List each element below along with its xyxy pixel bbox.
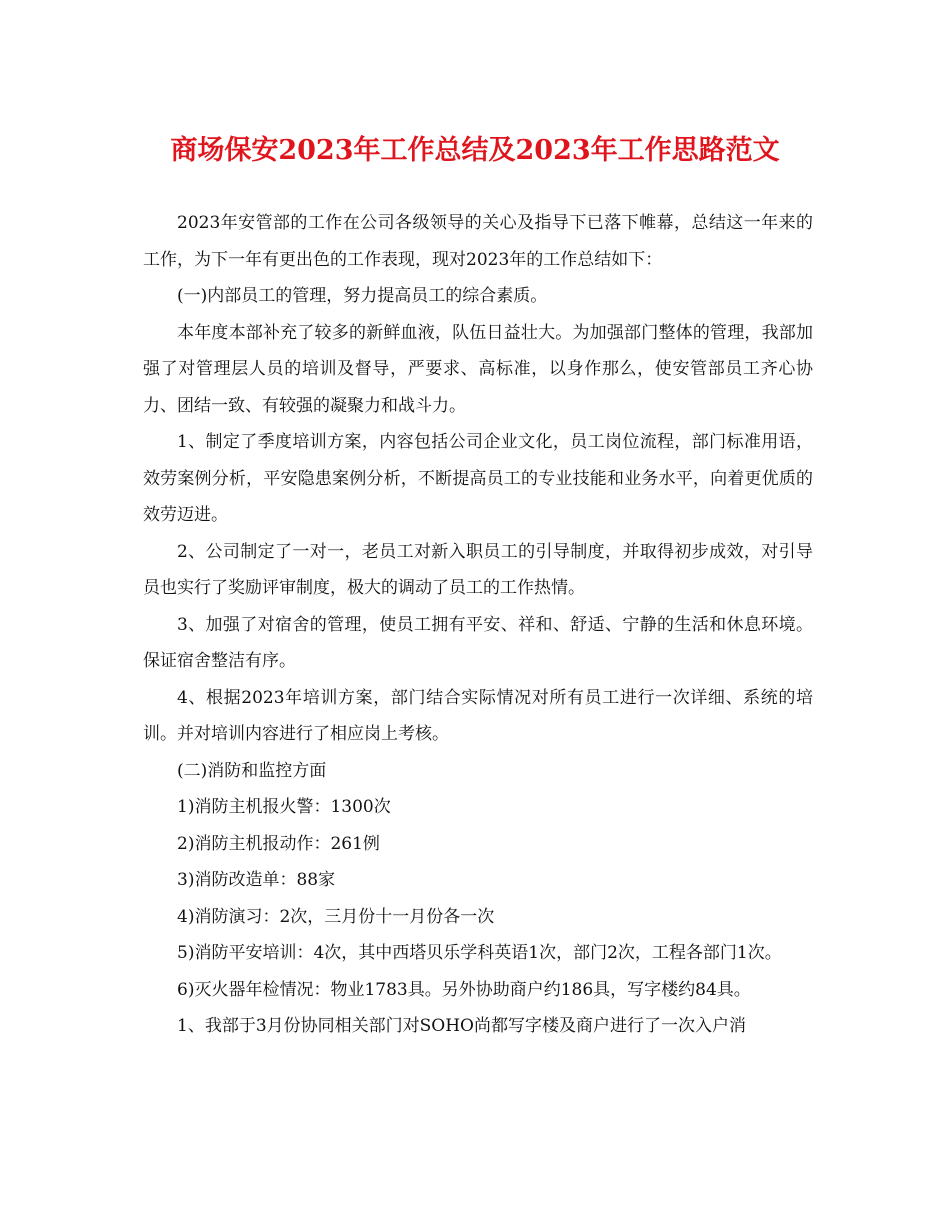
list-item-fire-drills: 4)消防演习：2次，三月份十一月份各一次 <box>177 906 495 927</box>
document-body <box>143 205 813 1045</box>
list-item-fire-renovation: 3)消防改造单：88家 <box>177 870 336 890</box>
list-item-fire-alarms: 1)消防主机报火警：1300次 <box>177 797 391 817</box>
document-title: 商场保安2023年工作总结及2023年工作思路范文 <box>170 135 780 166</box>
list-item-dormitory: 3、加强了对宿舍的管理，使员工拥有平安、祥和、舒适、宁静的生活和休息环境。保证宿舍整洁有序。 <box>143 614 813 671</box>
list-item-household-inspection: 1、我部于3月份协同相关部门对SOHO尚都写字楼及商户进行了一次入户消 <box>177 1016 746 1036</box>
section-heading-fire-monitoring: (二)消防和监控方面 <box>177 760 327 781</box>
list-item-fire-actions: 2)消防主机报动作：261例 <box>177 833 380 854</box>
list-item-annual-training: 4、根据2023年培训方案，部门结合实际情况对所有员工进行一次详细、系统的培训。并对培训内容进行了相应岗上考核。 <box>143 687 813 744</box>
list-item-extinguisher-inspection: 6)灭火器年检情况：物业1783具。另外协助商户约186具，写字楼约84具。 <box>177 979 751 1000</box>
list-item-training-plan: 1、制定了季度培训方案，内容包括公司企业文化，员工岗位流程，部门标准用语，效劳案例分析，平安隐患案例分析，不断提高员工的专业技能和业务水平，向着更优质的效劳迈进。 <box>143 432 813 525</box>
paragraph-staff-overview: 本年度本部补充了较多的新鲜血液，队伍日益壮大。为加强部门整体的管理，我部加强了对管理层人员的培训及督导，严要求、高标准，以身作那么，使安管部员工齐心协力、团结一致、有较强的凝聚力和战斗力。 <box>143 322 813 416</box>
section-heading-staff: (一)内部员工的管理，努力提高员工的综合素质。 <box>177 286 548 306</box>
list-item-mentoring: 2、公司制定了一对一，老员工对新入职员工的引导制度，并取得初步成效，对引导员也实行了奖励评审制度，极大的调动了员工的工作热情。 <box>143 541 813 598</box>
list-item-fire-safety-training: 5)消防平安培训：4次，其中西塔贝乐学科英语1次，部门2次，工程各部门1次。 <box>177 943 782 963</box>
paragraph-intro: 2023年安管部的工作在公司各级领导的关心及指导下已落下帷幕，总结这一年来的工作，为下一年有更出色的工作表现，现对2023年的工作总结如下： <box>143 213 813 270</box>
